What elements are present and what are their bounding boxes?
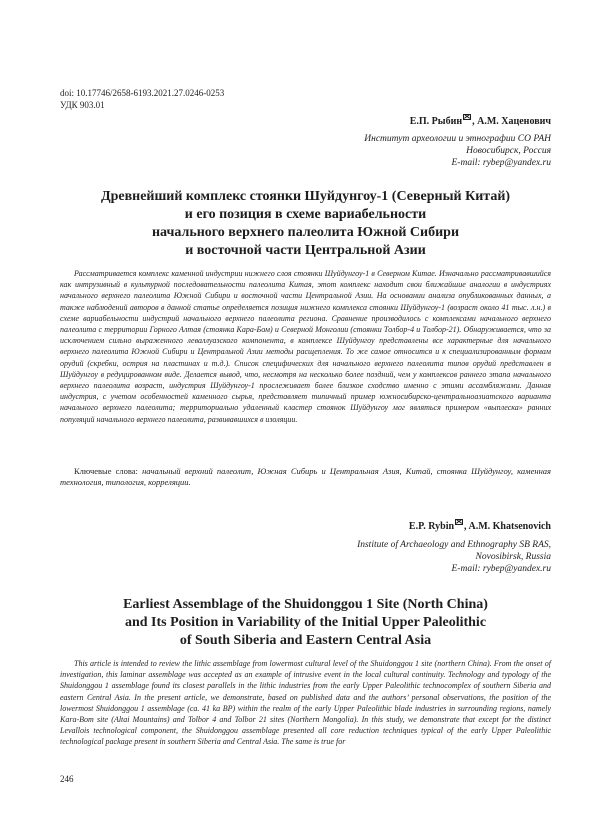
ru-author-2: , А.М. Хаценович [472, 116, 551, 127]
en-author-2: , A.M. Khatsenovich [464, 521, 551, 532]
keywords-text: начальный верхний палеолит, Южная Сибирь и Центральная Азия, Китай, стоянка Шуйдунгоу, каменная технология, типология, корреляции. [60, 466, 551, 487]
ru-city: Новосибирск, Россия [466, 146, 551, 156]
en-title-line: and Its Position in Variability of the Initial Upper Paleolithic [124, 615, 487, 630]
ru-title-line: Древнейший комплекс стоянки Шуйдунгоу-1 (Северный Китай) [100, 189, 511, 204]
en-title-line: Earliest Assemblage of the Shuidonggou 1 Site (North China) [123, 597, 488, 612]
envelope-icon [463, 114, 471, 120]
ru-affiliation [364, 133, 551, 169]
en-author-1: E.P. Rybin [408, 521, 455, 532]
en-city: Novosibirsk, Russia [475, 552, 551, 562]
udk-code: УДК 903.01 [60, 100, 105, 110]
doi: doi: 10.17746/2658-6193.2021.27.0246-0253 [60, 88, 225, 98]
en-authors [409, 521, 551, 532]
en-affiliation [357, 539, 551, 575]
article-identifiers [60, 87, 224, 111]
ru-title [60, 188, 551, 260]
en-title [60, 596, 551, 650]
page-number: 246 [60, 774, 74, 784]
ru-title-line: и восточной части Центральной Азии [185, 243, 426, 258]
en-abstract: This article is intended to review the lithic assemblage from lowermost cultural level of the Shuidonggou 1 site (northern China). From the onset of investigation, this laminar assemblage was accepted as an example of intrusive event in the local cultural continuity. Technology and typology of the Shuidonggou 1 assemblage found its closest parallels in the lithic industries from the early Upper Paleolithic technocomplex of southern Siberia and eastern Central Asia. In the present article, we demonstrate, based on published data and the authors’ personal observations, the position of the lowermost Shuidonggou 1 assemblage (ca. 41 ka BP) within the realm of the early Upper Paleolithic blade industries in surrounding regions, namely Kara-Bom site (Altai Mountains) and Tolbor 4 and Tolbor 21 sites (Northern Mongolia). In this study, we demonstrate that except for the distinct Levallois technological component, the Shuidonggou assemblage presented all core reduction techniques typical of the early Upper Paleolithic technological package present in southern Siberia and Central Asia. The same is true for [60, 659, 551, 747]
en-title-line: of South Siberia and Eastern Central Asia [179, 633, 432, 648]
ru-abstract: Рассматривается комплекс каменной индустрии нижнего слоя стоянки Шуйдунгоу-1 в Северном Китае. Изначально рассматривавшийся как интрузивный в культурной последовательности палеолита Китая, этот комплекс находит свои ближайшие аналогии в индустриях начального верхнего палеолита Южной Сибири и восточной части Центральной Азии. На основании анализа опубликованных данных, а также наблюдений авторов в данной статье определяется позиция нижнего комплекса стоянки Шуйдунгоу-1 (возраст около 41 тыс. л.н.) в схеме вариабельности индустрий начального верхнего палеолита региона. Сравнение производилось с комплексами начального верхнего палеолита с территории Горного Алтая (стоянка Кара-Бом) и Северной Монголии (стоянки Толбор-4 и Толбор-21). Обнаруживается, что за исключением сильно выраженного леваллуазского компонента, в комплексе Шуйдунгоу представлены все характерные для начального верхнего палеолита Южной Сибири и Центральной Азии методы расщепления. То же самое относится и к специализированным формам орудий (скребки, острия на пластинах и т.д.). Список специфических для начального верхнего палеолита типов орудий представлен в Шуйдунгоу в редуцированном виде. Делается вывод, что, несмотря на несколько более поздний, чем у комплексов раннего этапа начального верхнего палеолита возраст, индустрия Шуйдунгоу-1 прослеживает более близкое сходство именно с этими ассамбляжами. Данная индустрия, с учетом особенностей каменного сырья, представляет типичный пример южносибирско-центральноазиатского варианта начального верхнего палеолита; территориально удаленный кластер стоянок Шуйдунгоу мог являться примером «выплеска» ранних популяций начального верхнего палеолита, развивавшихся в изоляции. [60, 269, 551, 424]
ru-title-line: начального верхнего палеолита Южной Сибири [151, 225, 460, 240]
en-institute: Institute of Archaeology and Ethnography SB RAS, [357, 540, 551, 550]
ru-author-1: Е.П. Рыбин [409, 116, 463, 127]
keywords-label: Ключевые слова: [74, 466, 138, 476]
en-email: E-mail: rybep@yandex.ru [451, 564, 551, 574]
ru-keywords [60, 466, 551, 488]
ru-title-line: и его позиция в схеме вариабельности [184, 207, 427, 222]
ru-authors [410, 116, 551, 127]
envelope-icon [455, 519, 463, 525]
ru-email: E-mail: rybep@yandex.ru [451, 158, 551, 168]
ru-institute: Институт археологии и этнографии СО РАН [364, 134, 551, 144]
